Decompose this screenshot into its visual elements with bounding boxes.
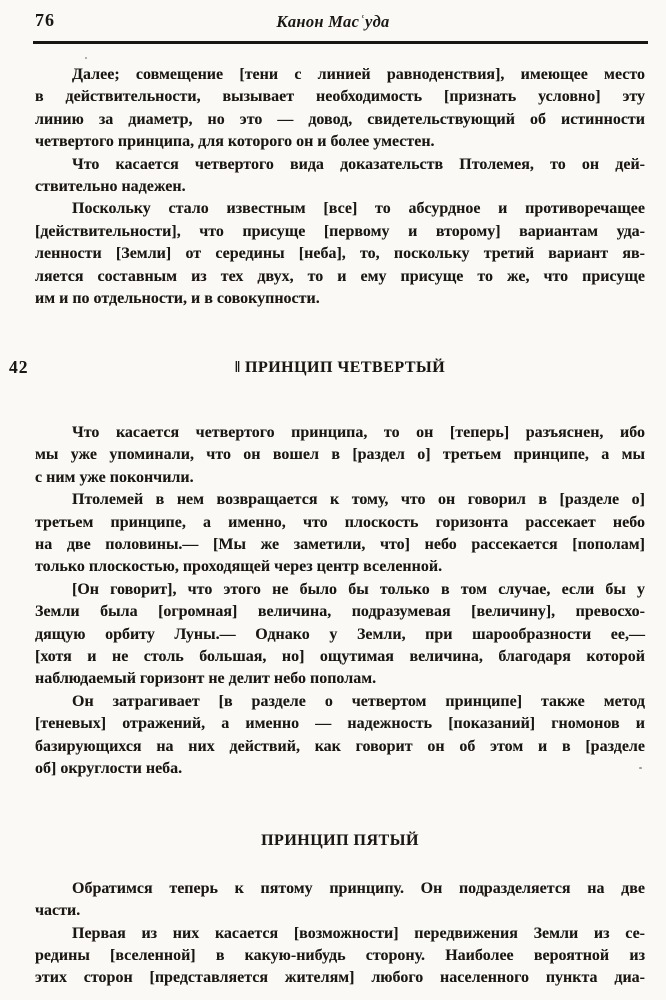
page-header [0, 0, 666, 41]
text-line: третьем принципе, а именно, что плоскость горизонта рассекает небо [35, 513, 645, 531]
text-line: [теневых] отражений, а именно — надежность [показаний] гномонов и [35, 715, 645, 733]
text-line: базирующихся на них действий, как говорит он об этом и в [разделе [35, 737, 645, 755]
text-line: Обратимся теперь к пятому принципу. Он подразделяется на две [72, 879, 645, 897]
scan-speck [639, 767, 642, 769]
text-line: Далее; совмещение [тени с линией равноденствия], имеющее место [72, 66, 645, 83]
page-body [0, 44, 666, 990]
paragraph [35, 422, 645, 489]
text-line: с ним уже покончили. [35, 468, 194, 486]
text-line: Что касается четвертого принципа, то он [теперь] разъяснен, ибо [72, 423, 645, 441]
text-line: в действительности, вызывает необходимость [признать условно] эту [35, 88, 645, 106]
section-heading [35, 830, 645, 852]
section-heading-text: ‖ ПРИНЦИП ЧЕТВЕРТЫЙ [234, 359, 446, 377]
text-line: ствительно надежен. [35, 178, 186, 196]
text-line: ляется составным из тех двух, то и ему присуще то же, что присуще [35, 267, 645, 285]
text-line: Птолемей в нем возвращается к тому, что он говорил в [разделе о] [72, 491, 645, 509]
paragraph [35, 154, 645, 199]
text-line: наблюдаемый горизонт не делит небо пополам. [35, 670, 377, 688]
section-heading [9, 357, 645, 379]
text-line: только плоскостью, проходящей через центр вселенной. [35, 558, 443, 576]
page-number: 76 [35, 10, 55, 30]
paragraph [35, 579, 645, 691]
margin-page-number: 42 [9, 357, 29, 378]
text-line: на две половины.— [Мы же заметили, что] небо рассекается [пополам] [35, 535, 645, 553]
paragraph [35, 198, 645, 310]
text-line: Что касается четвертого вида доказательств Птолемея, то он дей- [72, 155, 645, 173]
text-line: Земли была [огромная] величина, подразумевая [величину], превосхо- [35, 603, 645, 621]
text-line: Первая из них касается [возможности] передвижения Земли из се- [72, 924, 645, 942]
paragraph [35, 64, 645, 154]
paragraph [35, 489, 645, 579]
text-line: мы уже упоминали, что он вошел в [раздел о] третьем принципе, а мы [35, 446, 645, 464]
text-line: им и по отдельности, и в совокупности. [35, 290, 320, 308]
text-line: об] округлости неба. [35, 759, 183, 777]
text-line: дящую орбиту Луны.— Однако у Земли, при шарообразности ее,— [35, 625, 645, 643]
text-line: части. [35, 902, 81, 920]
text-line: [хотя и не столь большая, но] ощутимая величина, благодаря которой [35, 647, 645, 665]
paragraph [35, 878, 645, 923]
section-heading-text: ПРИНЦИП ПЯТЫЙ [261, 832, 419, 850]
paragraph [35, 923, 645, 990]
text-line: [действительности], что присуще [первому и второму] вариантам уда- [35, 222, 645, 240]
text-line: [Он говорит], что этого не было бы только в том случае, если бы у [72, 580, 645, 598]
text-line: этих сторон [представляется жителям] любого населенного пункта диа- [35, 969, 645, 987]
text-line: Поскольку стало известным [все] то абсурдное и противоречащее [72, 200, 645, 218]
text-line: ленности [Земли] от середины [неба], то, поскольку третий вариант яв- [35, 245, 645, 263]
text-line: линию за диаметр, но это — довод, свидетельствующий об истинности [35, 110, 645, 128]
scan-speck [85, 57, 87, 59]
running-title: Канон Масʿуда [276, 12, 390, 31]
text-line: редины [вселенной] в какую-нибудь сторону. Наиболее вероятной из [35, 947, 645, 964]
text-line: четвертого принципа, для которого он и более уместен. [35, 133, 435, 151]
paragraph [35, 691, 645, 781]
text-line: Он затрагивает [в разделе о четвертом принципе] также метод [72, 692, 645, 710]
